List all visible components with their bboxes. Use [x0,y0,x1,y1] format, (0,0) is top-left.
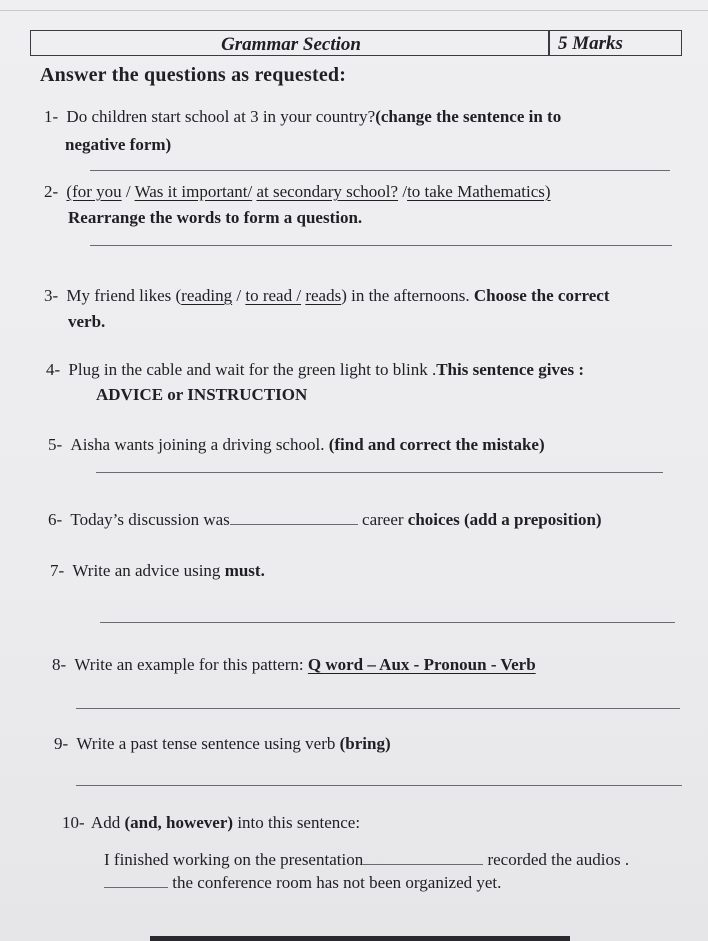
sentence-part: the conference room has not been organized yet. [168,873,502,892]
sentence-part: I finished working on the presentation [104,850,364,869]
question-instruction: negative form) [65,135,172,154]
answer-line-7[interactable] [100,622,675,623]
question-instruction: (find and correct the mistake) [328,435,545,454]
question-5 [48,430,545,460]
question-6 [48,505,602,535]
question-text: Aisha wants joining a driving school. [70,435,329,454]
answer-line-8[interactable] [76,708,680,709]
word-chunk: (for you [66,182,122,201]
answer-line-5[interactable] [96,472,663,473]
question-number: 8- [52,655,67,674]
question-8 [52,650,536,680]
header-divider [548,31,550,55]
question-instruction: verb. [68,312,106,331]
question-instruction: choices (add a preposition) [407,510,602,529]
top-edge-line [0,0,708,11]
sentence-part: recorded the audios . [483,850,630,869]
fill-blank[interactable] [104,887,168,888]
question-number: 6- [48,510,63,529]
question-2-line-2 [68,203,362,233]
question-3 [44,281,610,311]
question-text: ) in the afternoons. [341,286,474,305]
question-10-sentence-2 [104,868,501,898]
question-instruction: (change the sentence in to [375,107,562,126]
question-text: Plug in the cable and wait for the green light to blink . [68,360,437,379]
verb-option: to read / [245,286,302,305]
question-text: Today’s discussion was [70,510,230,529]
question-3-line-2 [68,307,105,337]
answer-line-2[interactable] [90,245,672,246]
separator: / [121,182,135,201]
question-text: career [357,510,408,529]
keyword: must. [224,561,265,580]
fill-blank[interactable] [363,864,483,865]
answer-options: ADVICE or INSTRUCTION [96,385,308,404]
verb-option: reading [181,286,233,305]
section-header [30,30,682,56]
question-text: Do children start school at 3 in your country? [66,107,376,126]
question-number: 7- [50,561,65,580]
keywords: (and, however) [124,813,234,832]
question-number: 10- [62,813,85,832]
keyword: (bring) [339,734,391,753]
question-1 [44,102,561,132]
question-number: 1- [44,107,59,126]
question-number: 9- [54,734,69,753]
bottom-edge-bar [150,936,570,941]
question-9 [54,729,391,759]
question-instruction: This sentence gives : [436,360,584,379]
fill-blank[interactable] [230,524,358,525]
question-10 [62,808,360,838]
question-1-line-2 [65,130,171,160]
separator: / [398,182,408,201]
question-7 [50,556,265,586]
verb-option: reads [305,286,342,305]
question-number: 5- [48,435,63,454]
word-chunk: at secondary school? [256,182,399,201]
word-chunk: to take Mathematics) [407,182,551,201]
question-instruction: Choose the correct [473,286,610,305]
word-chunk: Was it important/ [134,182,253,201]
question-text: Write an example for this pattern: [74,655,308,674]
question-text: Write an advice using [72,561,225,580]
answer-line-1[interactable] [90,170,670,171]
question-instruction: Rearrange the words to form a question. [68,208,363,227]
question-text: into this sentence: [233,813,361,832]
question-text: Write a past tense sentence using verb [76,734,340,753]
question-number: 2- [44,182,59,201]
answer-line-9[interactable] [76,785,682,786]
question-number: 4- [46,360,61,379]
question-4-line-2 [96,380,307,410]
separator: / [232,286,246,305]
pattern: Q word – Aux - Pronoun - Verb [307,655,536,674]
section-marks: 5 Marks [558,33,623,54]
question-text: Add [90,813,125,832]
instruction-heading: Answer the questions as requested: [40,64,347,86]
question-number: 3- [44,286,59,305]
section-title: Grammar Section [221,34,361,55]
question-text: My friend likes ( [66,286,182,305]
